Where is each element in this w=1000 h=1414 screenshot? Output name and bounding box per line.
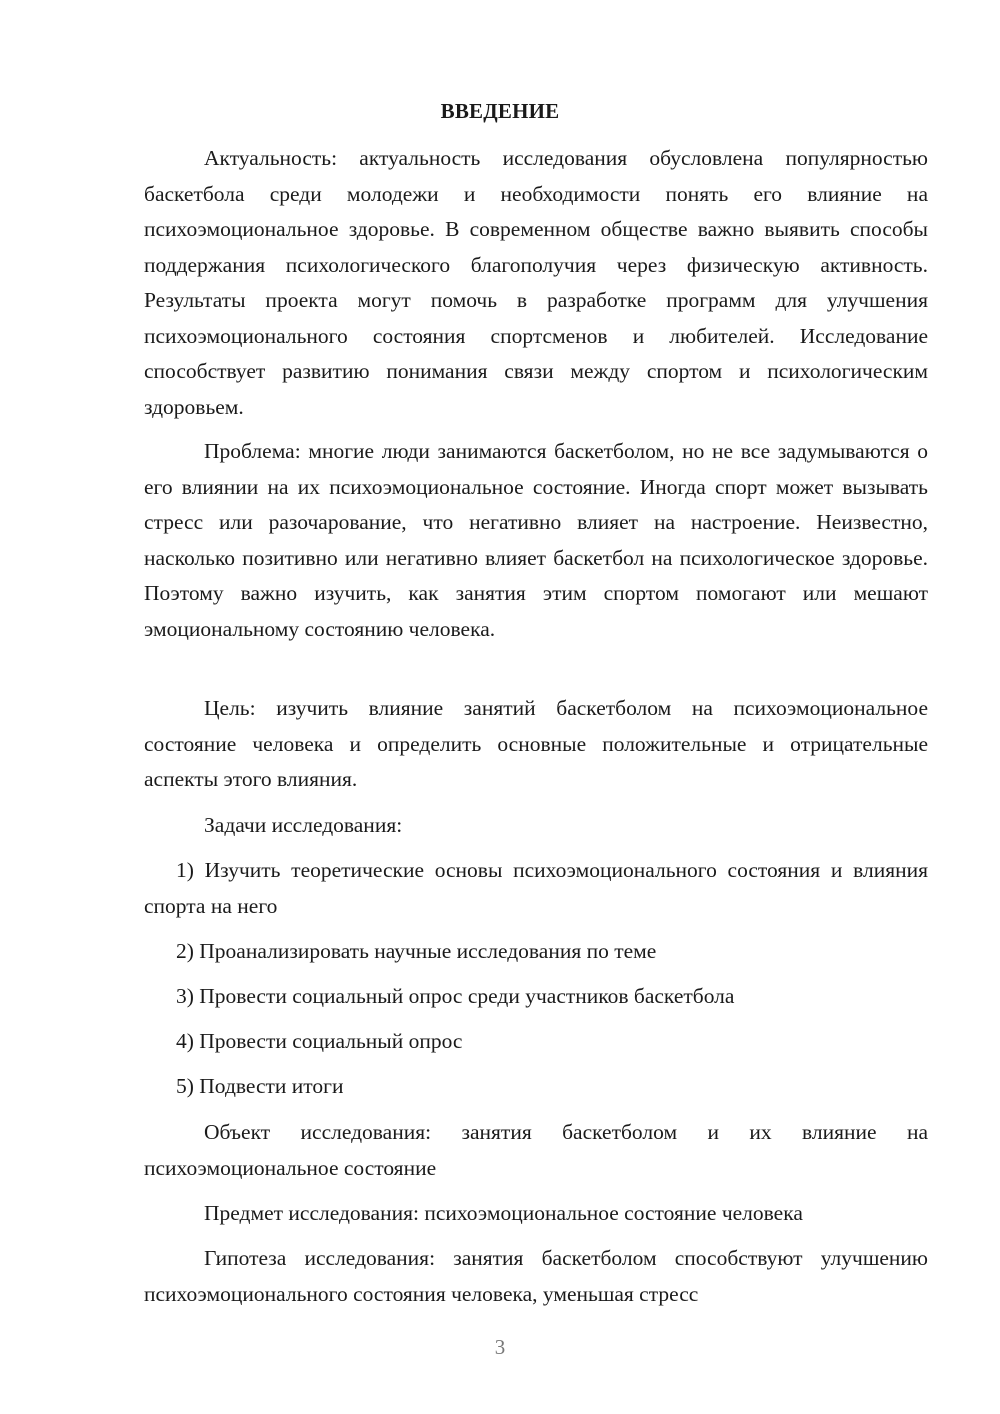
paragraph-goal: Цель: изучить влияние занятий баскетболом на психоэмоциональное состояние человека и определить основные положительные и отрицательные аспекты этого влияния.	[144, 696, 928, 791]
task-item-4: 4) Провести социальный опрос	[176, 1029, 463, 1053]
task-item-3: 3) Провести социальный опрос среди участников баскетбола	[176, 984, 735, 1008]
page-title: ВВЕДЕНИЕ	[440, 99, 560, 123]
paragraph-object: Объект исследования: занятия баскетболом и их влияние на психоэмоциональное состояние	[144, 1120, 928, 1180]
paragraph-actuality: Актуальность: актуальность исследования обусловлена популярностью баскетбола среди молодежи и необходимости понять его влияние на психоэмоциональное здоровье. В современном обществе важно выявить способы поддержания психологического благополучия через физическую активность. Результаты проекта могут помочь в разработке программ для улучшения психоэмоционального состояния спортсменов и любителей. Исследование способствует развитию понимания связи между спортом и психологическим здоровьем.	[144, 146, 928, 419]
task-item-5: 5) Подвести итоги	[176, 1074, 344, 1098]
page-number: 3	[494, 1335, 506, 1359]
paragraph-problem: Проблема: многие люди занимаются баскетболом, но не все задумываются о его влиянии на их психоэмоциональное состояние. Иногда спорт может вызывать стресс или разочарование, что негативно влияет на настроение. Неизвестно, насколько позитивно или негативно влияет баскетбол на психологическое здоровье. Поэтому важно изучить, как занятия этим спортом помогают или мешают эмоциональному состоянию человека.	[144, 439, 928, 641]
paragraph-subject: Предмет исследования: психоэмоциональное состояние человека	[204, 1201, 803, 1225]
paragraph-hypothesis: Гипотеза исследования: занятия баскетболом способствуют улучшению психоэмоционального состояния человека, уменьшая стресс	[144, 1246, 928, 1306]
task-item-2: 2) Проанализировать научные исследования по теме	[176, 939, 657, 963]
tasks-heading: Задачи исследования:	[204, 813, 403, 837]
task-item-1: 1) Изучить теоретические основы психоэмоционального состояния и влияния спорта на него	[144, 858, 928, 918]
